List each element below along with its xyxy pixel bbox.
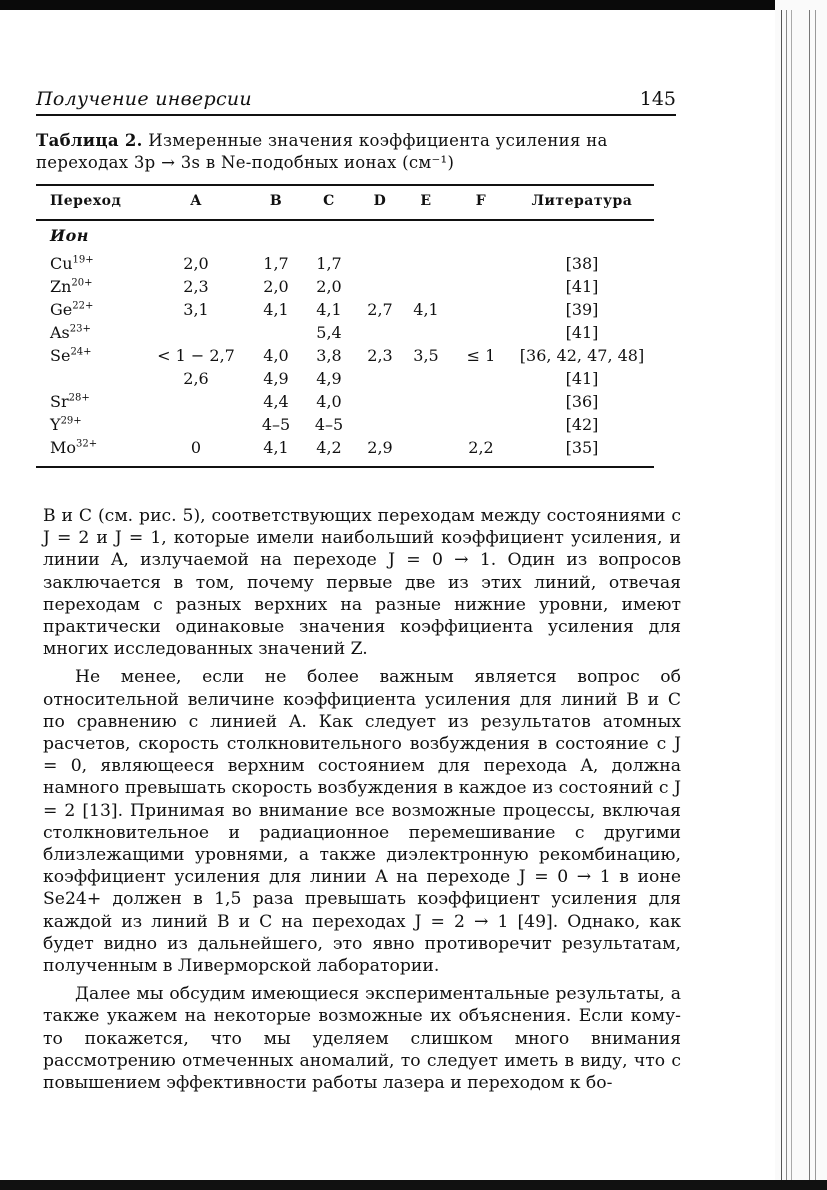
table-cell-col-a: 2,3 — [183, 277, 209, 296]
table-cell-col-d: 2,3 — [367, 346, 393, 365]
paragraph-3: Далее мы обсудим имеющиеся экспериментальные результаты, а также укажем на некоторые возможные их объяснения. Если кому-то покажется, что мы уделяем слишком много внимания рассмотрению отмеченных аномалий, то следует иметь в виду, что с повышением эффективности работы лазера и переходом к бо- — [43, 984, 681, 1094]
table-cell-col-b: 4,4 — [263, 392, 289, 411]
table-header-col-f: F — [475, 193, 487, 209]
table-cell-col-b: 4,9 — [263, 369, 289, 388]
table-cell-col-e: 3,5 — [413, 346, 439, 365]
running-title: Получение инверсии — [36, 88, 252, 110]
table-cell-ion: $Sr^{28+}$ — [50, 392, 90, 411]
paragraph-2: Не менее, если не более важным является вопрос об относительной величине коэффициента усиления для линий B и C по сравнению с линией A. Как следует из результатов атомных расчетов, скорость столкновительного возбуждения в состояние с J = 0, являющееся верхним состоянием для перехода A, должна намного превышать скорость возбуждения в каждое из состояний с J = 2 [13]. Принимая во внимание все возможные процессы, включая столкновительное и радиационное перемешивание с другими близлежащими уровнями, а также диэлектронную рекомбинацию, коэффициент усиления для линии A на переходе J = 0 → 1 в ионе Se24+ должен в 1,5 раза превышать коэффициент усиления для каждой из линий B и C на переходах J = 2 → 1 [49]. Однако, как будет видно из дальнейшего, это явно противоречит результатам, полученным в Ливерморской лаборатории. — [43, 667, 681, 977]
table-caption-label: Таблица 2. — [36, 131, 143, 150]
table-cell-col-c: 4,9 — [316, 369, 342, 388]
table-top-rule — [36, 184, 654, 186]
table-cell-reference: [42] — [565, 415, 599, 434]
table-cell-col-c: 2,0 — [316, 277, 342, 296]
table-header-col-a: A — [190, 193, 202, 209]
table-cell-ion: $As^{23+}$ — [50, 323, 91, 342]
table-cell-col-a: 2,0 — [183, 254, 209, 273]
table-header-col-c: C — [323, 193, 335, 209]
header-rule — [36, 114, 676, 116]
table-cell-reference: [41] — [565, 323, 599, 342]
table-cell-reference: [41] — [565, 277, 599, 296]
gain-table — [36, 184, 654, 468]
table-cell-reference: [36] — [565, 392, 599, 411]
table-cell-col-b: 2,0 — [263, 277, 289, 296]
table-header-col-d: D — [373, 193, 387, 209]
table-cell-col-c: 4,2 — [316, 438, 342, 457]
table-cell-col-c: 1,7 — [316, 254, 342, 273]
scan-border-top — [0, 0, 827, 10]
table-cell-reference: [41] — [565, 369, 599, 388]
table-cell-col-e: 4,1 — [413, 300, 439, 319]
table-cell-ion: $Ge^{22+}$ — [50, 300, 94, 319]
table-bottom-rule — [36, 466, 654, 468]
table-cell-col-a: 3,1 — [183, 300, 209, 319]
table-cell-col-c: 4,0 — [316, 392, 342, 411]
table-subheader-ion: Ион — [50, 226, 89, 245]
table-header-rule — [36, 219, 654, 221]
table-cell-col-b: 1,7 — [263, 254, 289, 273]
running-head — [36, 88, 676, 112]
table-cell-ion: $Zn^{20+}$ — [50, 277, 93, 296]
table-header-col-e: E — [420, 193, 432, 209]
table-cell-reference: [39] — [565, 300, 599, 319]
table-cell-col-a: 2,6 — [183, 369, 209, 388]
table-header-reference: Литература — [531, 193, 633, 209]
table-cell-ion: $Mo^{32+}$ — [50, 438, 98, 457]
page-number: 145 — [639, 88, 676, 110]
table-cell-col-b: 4,1 — [263, 438, 289, 457]
table-cell-col-b: 4,0 — [263, 346, 289, 365]
paragraph-1: B и C (см. рис. 5), соответствующих переходам между состояниями с J = 2 и J = 1, которые имели наибольший коэффициент усиления, и линии A, излучаемой на переходе J = 0 → 1. Один из вопросов заключается в том, почему первые две из этих линий, отвечая переходам с разных верхних на разные нижние уровни, имеют практически одинаковые значения коэффициента усиления для многих исследованных значений Z. — [43, 506, 681, 660]
scan-border-right — [775, 0, 827, 1190]
scan-border-bottom — [0, 1180, 827, 1190]
table-cell-col-b: 4–5 — [261, 415, 291, 434]
table-cell-col-c: 3,8 — [316, 346, 342, 365]
table-cell-reference: [38] — [565, 254, 599, 273]
table-cell-reference: [36, 42, 47, 48] — [519, 346, 645, 365]
table-cell-ion: $Cu^{19+}$ — [50, 254, 94, 273]
table-header-col-b: B — [269, 193, 283, 209]
table-cell-ion: $Y^{29+}$ — [50, 415, 82, 434]
table-cell-reference: [35] — [565, 438, 599, 457]
table-cell-col-a: < 1 − 2,7 — [157, 346, 235, 365]
table-header-transition: Переход — [50, 193, 122, 209]
table-cell-col-c: 4,1 — [316, 300, 342, 319]
table-cell-col-c: 4–5 — [314, 415, 344, 434]
table-cell-col-b: 4,1 — [263, 300, 289, 319]
table-cell-col-d: 2,7 — [367, 300, 393, 319]
table-caption — [36, 130, 676, 174]
table-cell-col-c: 5,4 — [316, 323, 342, 342]
table-cell-ion: $Se^{24+}$ — [50, 346, 92, 365]
table-cell-col-d: 2,9 — [367, 438, 393, 457]
table-cell-col-f: ≤ 1 — [466, 346, 496, 365]
table-cell-col-a: 0 — [190, 438, 202, 457]
table-caption-text: Измеренные значения коэффициента усиления на переходах 3p → 3s в Ne-подобных ионах (см⁻¹) — [36, 131, 608, 172]
table-cell-col-f: 2,2 — [468, 438, 494, 457]
body-text — [43, 505, 681, 1100]
